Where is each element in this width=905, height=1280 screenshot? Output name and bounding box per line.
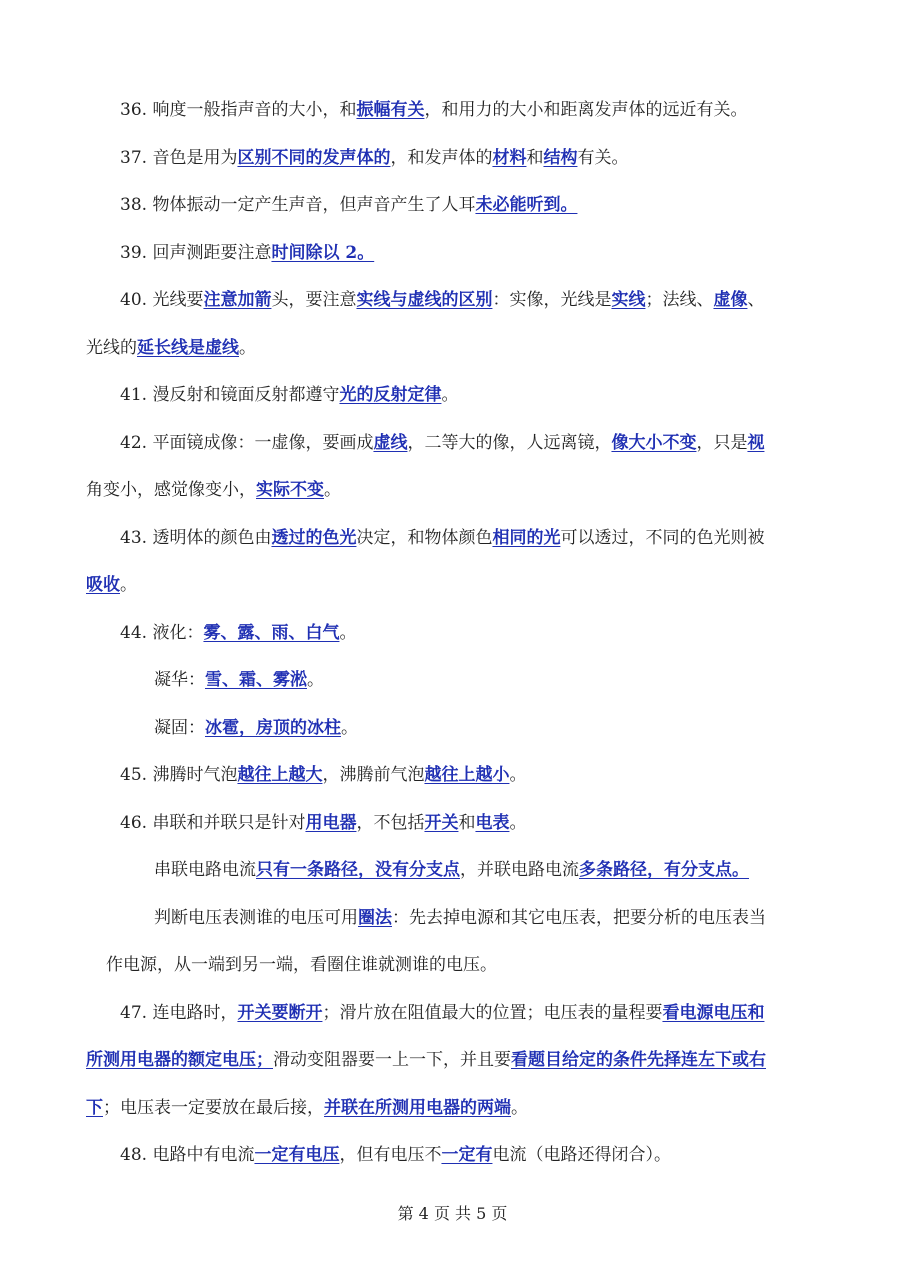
text-line <box>86 573 137 597</box>
key-answer: 并联在所测用电器的两端 <box>324 1098 511 1118</box>
key-answer: 多条路径，有分支点。 <box>579 860 749 880</box>
text-segment: 47. 连电路时， <box>120 1003 238 1023</box>
text-segment: ；法线、 <box>645 290 714 310</box>
text-segment: ：实像，光线是 <box>492 290 612 310</box>
key-answer: 虚线 <box>373 433 408 453</box>
key-answer: 一定有电压 <box>254 1145 340 1165</box>
key-answer: 视 <box>747 433 765 453</box>
key-answer: 延长线是虚线 <box>137 338 239 358</box>
key-answer: 虚像 <box>713 290 748 310</box>
key-answer: 雪、霜、雾淞 <box>205 670 307 690</box>
key-answer: 像大小不变 <box>611 433 697 453</box>
key-answer: 下 <box>86 1098 103 1118</box>
key-answer: 材料 <box>492 148 527 168</box>
text-segment: 43. 透明体的颜色由 <box>120 528 272 548</box>
text-segment: 。 <box>441 385 459 405</box>
text-segment: ，二等大的像，人远离镜， <box>407 433 612 453</box>
key-answer: 实际不变 <box>256 480 324 500</box>
text-segment: ；电压表一定要放在最后接， <box>103 1098 324 1118</box>
text-line <box>106 953 497 977</box>
text-line <box>154 668 324 692</box>
key-answer: 吸收 <box>86 575 120 595</box>
text-line <box>120 621 356 645</box>
key-answer: 越往上越大 <box>237 765 323 785</box>
text-segment: 判断电压表测谁的电压可用 <box>154 908 358 928</box>
key-answer: 透过的色光 <box>271 528 357 548</box>
text-segment: 。 <box>120 575 137 595</box>
text-segment: 39. 回声测距要注意 <box>120 243 272 263</box>
text-segment: 48. 电路中有电流 <box>120 1145 255 1165</box>
text-segment: ，不包括 <box>356 813 425 833</box>
text-segment: 38. 物体振动一定产生声音，但声音产生了人耳 <box>120 195 476 215</box>
text-line <box>120 288 764 312</box>
text-line <box>86 478 341 502</box>
text-segment: 。 <box>239 338 256 358</box>
key-answer: 注意加箭 <box>203 290 272 310</box>
text-line <box>120 193 577 217</box>
key-answer: 振幅有关 <box>356 100 425 120</box>
text-segment: 和 <box>458 813 476 833</box>
key-answer: 实线与虚线的区别 <box>356 290 493 310</box>
text-segment: 和 <box>526 148 544 168</box>
text-line <box>154 858 749 882</box>
text-segment: 42. 平面镜成像：一虚像，要画成 <box>120 433 374 453</box>
text-line <box>120 1001 764 1025</box>
text-line <box>120 431 764 455</box>
text-line <box>120 763 526 787</box>
text-segment: 。 <box>324 480 341 500</box>
text-line <box>120 146 628 170</box>
text-segment: 滑动变阻器要一上一下，并且要 <box>273 1050 511 1070</box>
key-answer: 用电器 <box>305 813 357 833</box>
key-answer: 只有一条路径，没有分支点 <box>256 860 460 880</box>
key-answer: 结构 <box>543 148 578 168</box>
text-line <box>120 98 747 122</box>
text-segment: 。 <box>509 813 527 833</box>
text-segment: 41. 漫反射和镜面反射都遵守 <box>120 385 340 405</box>
text-line <box>120 383 458 407</box>
text-line <box>86 1048 766 1072</box>
text-segment: 头，要注意 <box>271 290 357 310</box>
key-answer: 电表 <box>475 813 510 833</box>
text-segment: 作电源，从一端到另一端，看圈住谁就测谁的电压。 <box>106 955 497 975</box>
text-segment: 可以透过，不同的色光则被 <box>560 528 765 548</box>
text-line <box>86 336 256 360</box>
text-segment: 37. 音色是用为 <box>120 148 238 168</box>
key-answer: 时间除以 2。 <box>271 243 375 263</box>
text-segment: ，并联电路电流 <box>460 860 579 880</box>
key-answer: 一定有 <box>441 1145 493 1165</box>
text-segment: 、 <box>747 290 765 310</box>
text-segment: ，只是 <box>696 433 748 453</box>
text-segment: 45. 沸腾时气泡 <box>120 765 238 785</box>
key-answer: 看题目给定的条件先择连左下或右 <box>511 1050 766 1070</box>
text-segment: 电流（电路还得闭合）。 <box>492 1145 671 1165</box>
text-segment: 36. 响度一般指声音的大小，和 <box>120 100 357 120</box>
text-line <box>154 716 358 740</box>
text-segment: 46. 串联和并联只是针对 <box>120 813 306 833</box>
text-segment: 。 <box>509 765 527 785</box>
text-line <box>120 811 526 835</box>
text-line <box>120 526 764 550</box>
key-answer: 区别不同的发声体的 <box>237 148 391 168</box>
key-answer: 实线 <box>611 290 646 310</box>
text-segment: 40. 光线要 <box>120 290 204 310</box>
key-answer: 雾、露、雨、白气 <box>203 623 340 643</box>
text-segment: ，和发声体的 <box>390 148 493 168</box>
text-segment: 角变小，感觉像变小， <box>86 480 256 500</box>
key-answer: 所测用电器的额定电压； <box>86 1050 273 1070</box>
text-segment: 。 <box>341 718 358 738</box>
key-answer: 相同的光 <box>492 528 561 548</box>
text-segment: 44. 液化： <box>120 623 204 643</box>
text-segment: ，但有电压不 <box>339 1145 442 1165</box>
key-answer: 未必能听到。 <box>475 195 578 215</box>
page-footer: 第 4 页 共 5 页 <box>397 1204 508 1223</box>
text-segment: 光线的 <box>86 338 137 358</box>
text-segment: ；滑片放在阻值最大的位置；电压表的量程要 <box>322 1003 663 1023</box>
text-segment: ，和用力的大小和距离发声体的远近有关。 <box>424 100 748 120</box>
key-answer: 光的反射定律 <box>339 385 442 405</box>
text-segment: ，沸腾前气泡 <box>322 765 425 785</box>
key-answer: 圈法 <box>358 908 392 928</box>
key-answer: 冰雹，房顶的冰柱 <box>205 718 341 738</box>
text-line <box>86 1096 528 1120</box>
text-segment: 决定，和物体颜色 <box>356 528 493 548</box>
text-segment: ：先去掉电源和其它电压表，把要分析的电压表当 <box>392 908 766 928</box>
text-line <box>120 241 374 265</box>
text-segment: 凝华： <box>154 670 205 690</box>
text-segment: 有关。 <box>577 148 629 168</box>
text-line <box>120 1143 671 1167</box>
key-answer: 越往上越小 <box>424 765 510 785</box>
text-segment: 凝固： <box>154 718 205 738</box>
key-answer: 看电源电压和 <box>662 1003 765 1023</box>
key-answer: 开关要断开 <box>237 1003 323 1023</box>
text-segment: 。 <box>511 1098 528 1118</box>
text-segment: 。 <box>339 623 357 643</box>
key-answer: 开关 <box>424 813 459 833</box>
text-segment: 串联电路电流 <box>154 860 256 880</box>
text-segment: 。 <box>307 670 324 690</box>
text-line <box>154 906 766 930</box>
